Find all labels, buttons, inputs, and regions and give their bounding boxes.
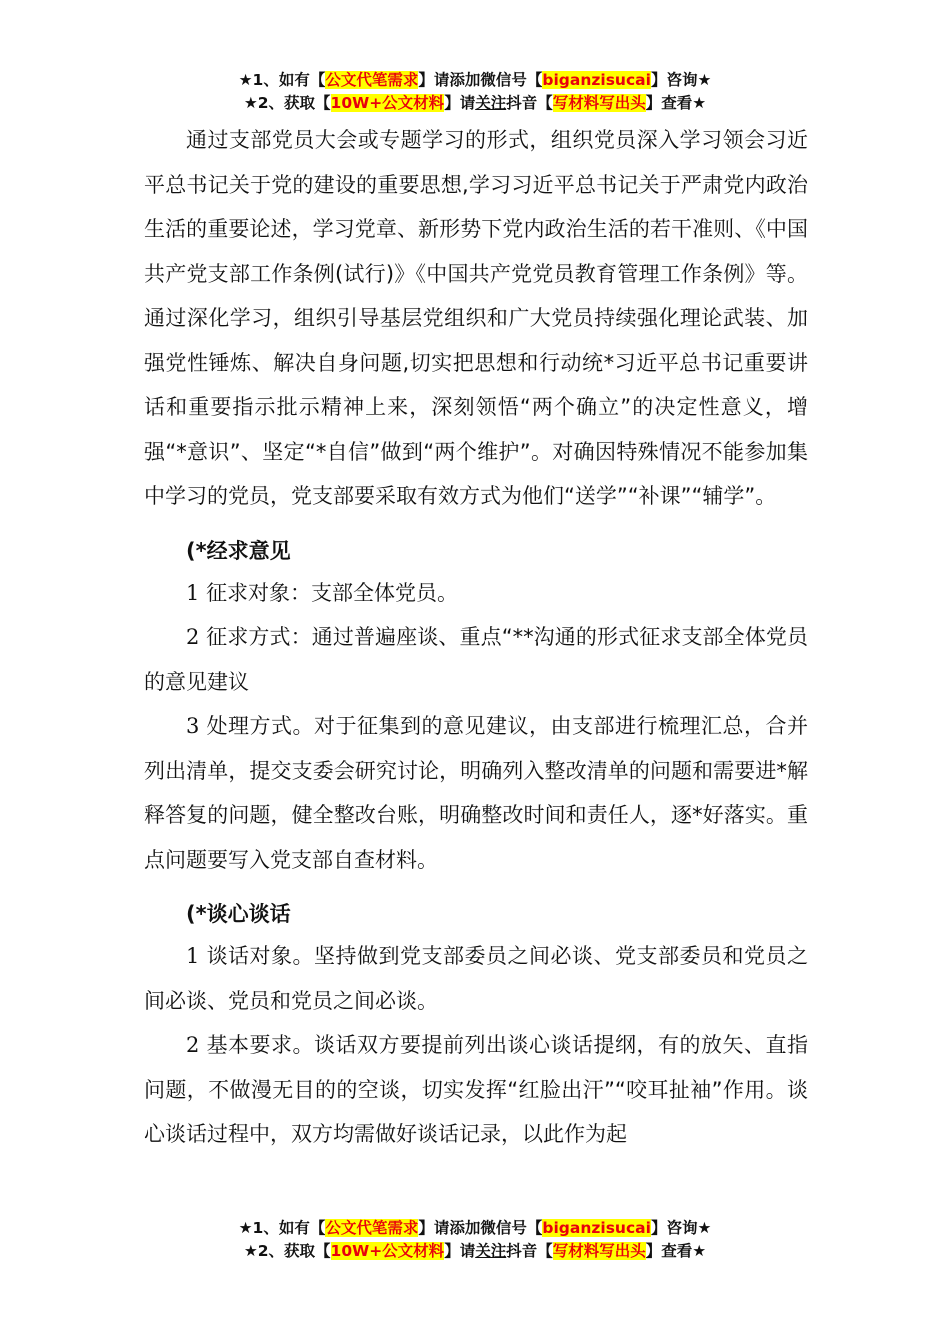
highlight-ghostwriting: 公文代笔需求 — [325, 1219, 419, 1237]
highlight-wechat-id: biganzisucai — [542, 1219, 651, 1237]
list-item: 2 基本要求。谈话双方要提前列出谈心谈话提纲，有的放矢、直指问题，不做漫无目的的空谈，切实发挥“红脸出汗”“咬耳扯袖”作用。谈心谈话过程中，双方均需做好谈话记录，以此作为起 — [144, 1033, 808, 1146]
document-body — [144, 118, 808, 1157]
highlight-douyin: 写材料写出头 — [552, 94, 646, 112]
section-heading-opinions: (*经求意见 — [186, 538, 291, 563]
highlight-materials: 10W+公文材料 — [330, 94, 445, 112]
highlight-materials: 10W+公文材料 — [330, 1242, 445, 1260]
list-item: 1 谈话对象。坚持做到党支部委员之间必谈、党支部委员和党员之间必谈、党员和党员之间必谈。 — [144, 944, 808, 1013]
highlight-douyin: 写材料写出头 — [552, 1242, 646, 1260]
intro-paragraph: 通过支部党员大会或专题学习的形式，组织党员深入学习领会习近平总书记关于党的建设的重要思想,学习习近平总书记关于严肃党内政治生活的重要论述，学习党章、新形势下党内政治生活的若干准则、《中国共产党支部工作条例(试行)》《中国共产党党员教育管理工作条例》等。通过深化学习，组织引导基层党组织和广大党员持续强化理论武装、加强党性锤炼、解决自身问题,切实把思想和行动统*习近平总书记重要讲话和重要指示批示精神上来，深刻领悟“两个确立”的决定性意义，增强“*意识”、坚定“*自信”做到“两个维护”。对确因特殊情况不能参加集中学习的党员，党支部要采取有效方式为他们“送学”“补课”“辅学”。 — [144, 128, 808, 508]
banner-line-2: ★2、获取【10W+公文材料】请关注抖音【写材料写出头】查看★ — [243, 1242, 707, 1260]
banner-line-1: ★1、如有【公文代笔需求】请添加微信号【biganzisucai】咨询★ — [238, 1219, 712, 1237]
list-item: 2 征求方式：通过普遍座谈、重点“**沟通的形式征求支部全体党员的意见建议 — [144, 625, 808, 694]
footer-banner — [0, 1217, 950, 1263]
header-banner — [0, 69, 950, 115]
section-heading-talks: (*谈心谈话 — [186, 902, 291, 926]
highlight-wechat-id: biganzisucai — [542, 71, 651, 89]
list-item: 1 征求对象：支部全体党员。 — [186, 580, 459, 605]
banner-line-2: ★2、获取【10W+公文材料】请关注抖音【写材料写出头】查看★ — [243, 94, 707, 112]
banner-line-1: ★1、如有【公文代笔需求】请添加微信号【biganzisucai】咨询★ — [238, 71, 712, 89]
highlight-ghostwriting: 公文代笔需求 — [325, 71, 419, 89]
list-item: 3 处理方式。对于征集到的意见建议，由支部进行梳理汇总，合并列出清单，提交支委会研究讨论，明确列入整改清单的问题和需要进*解释答复的问题，健全整改台账，明确整改时间和责任人，逐*好落实。重点问题要写入党支部自查材料。 — [144, 714, 808, 872]
